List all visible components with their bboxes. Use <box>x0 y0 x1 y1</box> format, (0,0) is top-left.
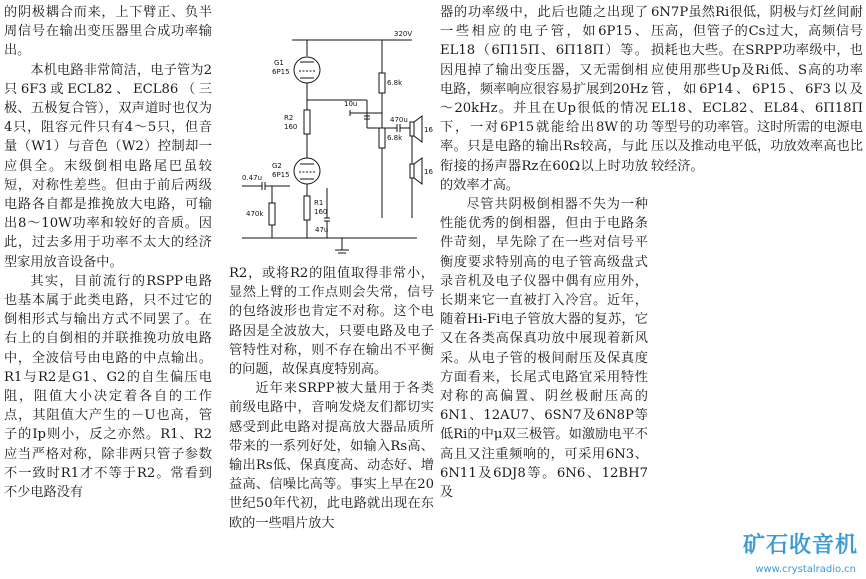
paragraph: 其实，目前流行的RSPP电路也基本属于此类电路，只不过它的倒相形式与输出方式不同罢了。在右上的自倒相的并联推挽功放电路中，全波信号由电路的中点输出。R1与R2是G1、G2的自生偏压电阻，阻值大小决定着各自的工作点，其阻值大产生的－U也高，管子的Ip则小，反之亦然。R1、R2应当严格对称，除非两只管子参数不一致时R1才不等于R2。常看到不少电路没有 <box>4 273 212 501</box>
paragraph: 的阴极耦合而来，上下臂正、负半周信号在输出变压器里合成功率输出。 <box>4 5 212 59</box>
g1-tube-type: 6P15 <box>272 68 290 76</box>
speaker-impedance-1: 16 <box>424 126 433 134</box>
r2-value: 160 <box>284 123 298 131</box>
text-column-4 <box>651 3 863 176</box>
watermark-logo: 矿石收音机 <box>742 533 858 558</box>
r1-value: 160 <box>314 208 328 216</box>
g1-label: G1 <box>274 59 284 67</box>
g2-label: G2 <box>272 162 282 170</box>
resistor-value-top: 6.8k <box>387 79 403 87</box>
resistor-value-470k: 470k <box>246 210 264 218</box>
paragraph: R2，或将R2的阻值取得非常小，显然上臂的工作点则会失常，信号的包络波形也肯定不对称。这个电路因是全波放大，只要电路及电子管特性对称，则不存在输出不平衡的问题，故保真度特别高。 <box>229 266 434 378</box>
capacitor-value-470u: 470u <box>390 116 408 124</box>
text-column-3 <box>440 3 648 502</box>
text-column-1 <box>4 3 212 502</box>
g2-tube-type: 6P15 <box>272 171 290 179</box>
speaker-impedance-2: 16 <box>424 168 433 176</box>
resistor-value-mid: 6.8k <box>387 134 403 142</box>
watermark-url: www.crystalradio.cn <box>755 564 856 575</box>
paragraph: 器的功率级中，此后也随之出现了一些相应的电子管，如6P15、EL18（6Π15П、6Π18П）等。因甩掉了输出变压器，又无需倒相电路，频率响应很容易扩展到20Hz～20kHz。并且在Up很低的情况下，一对6P15就能给出8W的功率。只是电路的输出Rs较高，与此衔接的扬声器Rz在60Ω以上时功放的效率才高。 <box>440 5 648 193</box>
r1-label: R1 <box>314 199 324 207</box>
paragraph: 本机电路非常简洁，电子管为2只6F3或ECL82、ECL86（三极、五极复合管），双声道时也仅为4只，阻容元件只有4～5只，但音量（W1）与音色（W2）控制却一应俱全。末级倒相电路尾巴虽较短，对称性差些。但由于前后两级电路各自都是推挽放大电路，可输出8～10W功率和较好的音质。因此，过去多用于功率不太大的经济型家用放音设备中。 <box>4 62 212 270</box>
paragraph: 6N7P虽然Ri很低，阴极与灯丝间耐压高，但管子的Cs过大，高频信号损耗也大些。在SRPP功率级中，也应使用那些Up及Ri低、S高的功率管，如6P14、6P15、6F3以及EL18、ECL82、EL84、6Π18П等型号的功率管。这时所需的电源电压以及推动电平低，功放效率高也比较经济。 <box>651 5 863 174</box>
capacitor-value-10u: 10u <box>344 100 358 108</box>
r2-label: R2 <box>284 114 294 122</box>
paragraph: 近年来SRPP被大量用于各类前级电路中，音响发烧友们都切实感受到此电路对提高放大器品质所带来的一系列好处，如输入Rs高、输出Rs低、保真度高、动态好、增益高、信噪比高等。事实上早在20世纪50年代初，此电路就出现在东欧的一些唱片放大 <box>229 381 434 531</box>
srpp-circuit-diagram <box>232 18 432 260</box>
text-column-2 <box>229 264 434 533</box>
capacitor-value-47u: 47u <box>315 226 329 234</box>
paragraph: 尽管共阴极倒相器不失为一种性能优秀的倒相器，但由于电路条件苛刻，早先除了在一些对信号平衡度要求特别高的电子管高级盘式录音机及电子仪器中偶有应用外，长期来它一直被打入冷宫。近年，随着Hi-Fi电子管放大器的复苏，它又在各类高保真功放中展现着新风采。从电子管的极间耐压及保真度方面看来，长尾式电路宜采用特性对称的高偏置、阴丝极耐压高的6N1、12AU7、6SN7及6N8P等低Ri的中μ双三极管。如激励电平不高且又注重频响的，可采用6N3、6N11及6DJ8等。6N6、12BH7及 <box>440 197 648 501</box>
supply-voltage-label: 320V <box>394 30 413 38</box>
capacitor-value-input: 0.47u <box>242 174 263 182</box>
